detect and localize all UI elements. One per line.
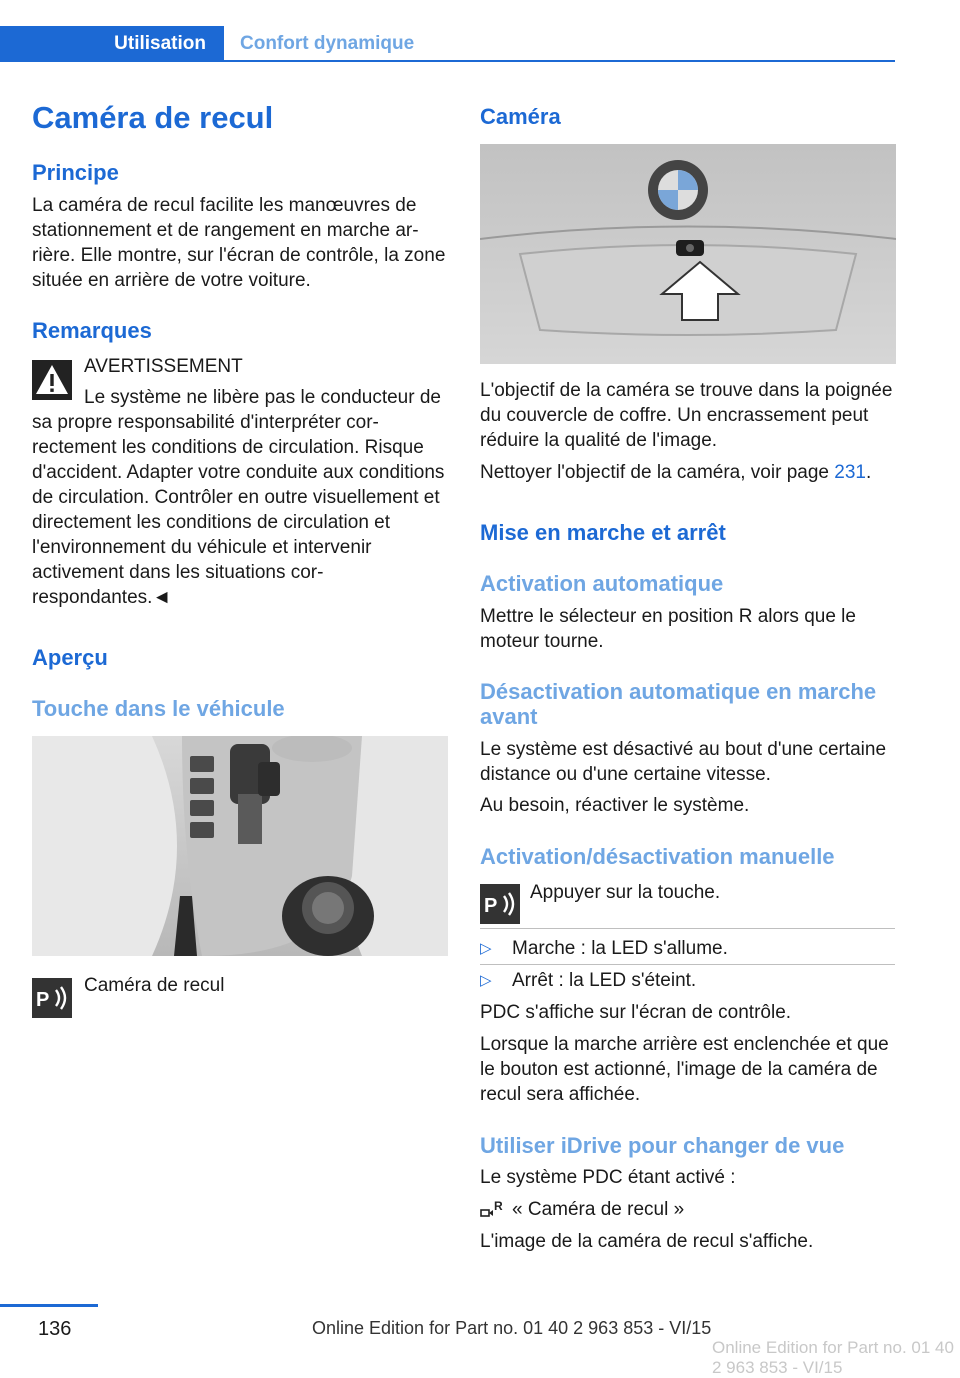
- touche-heading: Touche dans le véhicule: [32, 696, 285, 721]
- camera-button-label: Caméra de recul: [84, 975, 225, 996]
- auto-off-text: Le système est désactivé au bout d'une certaine distance ou d'une certaine vitesse.: [480, 739, 887, 785]
- auto-on-heading: Activation automatique: [480, 571, 724, 596]
- triangle-bullet-icon: ▷: [480, 972, 492, 989]
- reactivate-text: Au besoin, réactiver le système.: [480, 795, 750, 816]
- list-item: ▷ Marche : la LED s'allume.: [480, 938, 728, 959]
- onoff-heading: Mise en marche et arrêt: [480, 520, 726, 545]
- page-231-link[interactable]: 231: [834, 462, 866, 483]
- principe-heading: Principe: [32, 160, 119, 185]
- trunk-camera-image: [480, 144, 896, 364]
- remarques-heading: Remarques: [32, 318, 152, 343]
- rear-camera-button-icon: [32, 978, 72, 1018]
- list-item: ▷ Arrêt : la LED s'éteint.: [480, 970, 697, 991]
- press-button-text: Appuyer sur la touche.: [530, 882, 721, 903]
- center-console-image: [32, 736, 448, 956]
- footer-edition: Online Edition for Part no. 01 40 2 963 853 - VI/15: [312, 1318, 712, 1338]
- pdc-button-icon: [480, 884, 520, 924]
- idrive-text: Le système PDC étant activé :: [480, 1167, 736, 1188]
- clean-lens-text: Nettoyer l'objectif de la caméra, voir page 231.: [480, 462, 872, 483]
- header-rule: [0, 60, 895, 62]
- page-number: 136: [38, 1318, 72, 1340]
- pdc-text: PDC s'affiche sur l'écran de contrôle.: [480, 1002, 792, 1023]
- menu-item-camera[interactable]: « Caméra de recul »: [512, 1199, 685, 1220]
- warning-text: Le système ne libère pas le conducteur de sa propre responsabilité d'interpréter correctement les conditions de circulation. Risque d'accident. Adapter votre conduite aux conditions de circulation. Contrôler en outre visuellement et directement les conditions de circulation et l'environnement du véhicule et intervenir activement dans les situations correspondantes.◄: [32, 387, 445, 608]
- idrive-heading: Utiliser iDrive pour changer de vue: [480, 1133, 845, 1158]
- svg-text:P: P: [484, 895, 498, 917]
- auto-on-text: Mettre le sélecteur en position R alors que le moteur tourne.: [480, 606, 856, 652]
- camera-text: L'objectif de la caméra se trouve dans la poignée du couvercle de coffre. Un encrassement peut réduire la qualité de l'image.: [480, 380, 893, 451]
- bullet-separator: [480, 964, 895, 965]
- manual-heading: Activation/désactivation manuelle: [480, 844, 835, 869]
- image-shown-text: L'image de la caméra de recul s'affiche.: [480, 1231, 814, 1252]
- triangle-bullet-icon: ▷: [480, 940, 492, 957]
- warning-title: AVERTISSEMENT: [84, 356, 243, 377]
- tab-utilisation[interactable]: Utilisation: [0, 26, 224, 62]
- bullet-separator: [480, 928, 895, 929]
- camera-heading: Caméra: [480, 104, 561, 129]
- svg-text:P: P: [36, 989, 50, 1011]
- page-title: Caméra de recul: [32, 100, 274, 135]
- tab-confort-dynamique[interactable]: Confort dynamique: [240, 33, 415, 54]
- footer-rule: [0, 1304, 98, 1307]
- camera-view-icon: [480, 1198, 506, 1222]
- footer-watermark: Online Edition for Part no. 01 40 2 963 853 - VI/15: [712, 1338, 954, 1377]
- auto-off-heading: Désactivation automatique en marche avant: [480, 679, 877, 729]
- svg-text:R: R: [494, 1199, 503, 1213]
- apercu-heading: Aperçu: [32, 645, 108, 670]
- principe-text: La caméra de recul facilite les manœuvres de stationnement et de rangement en marche arrière. Elle montre, sur l'écran de contrôle, la zone située en arrière de votre voiture.: [32, 195, 446, 291]
- reverse-text: Lorsque la marche arrière est enclenchée et que le bouton est actionné, l'image de la caméra de recul sera affichée.: [480, 1034, 889, 1105]
